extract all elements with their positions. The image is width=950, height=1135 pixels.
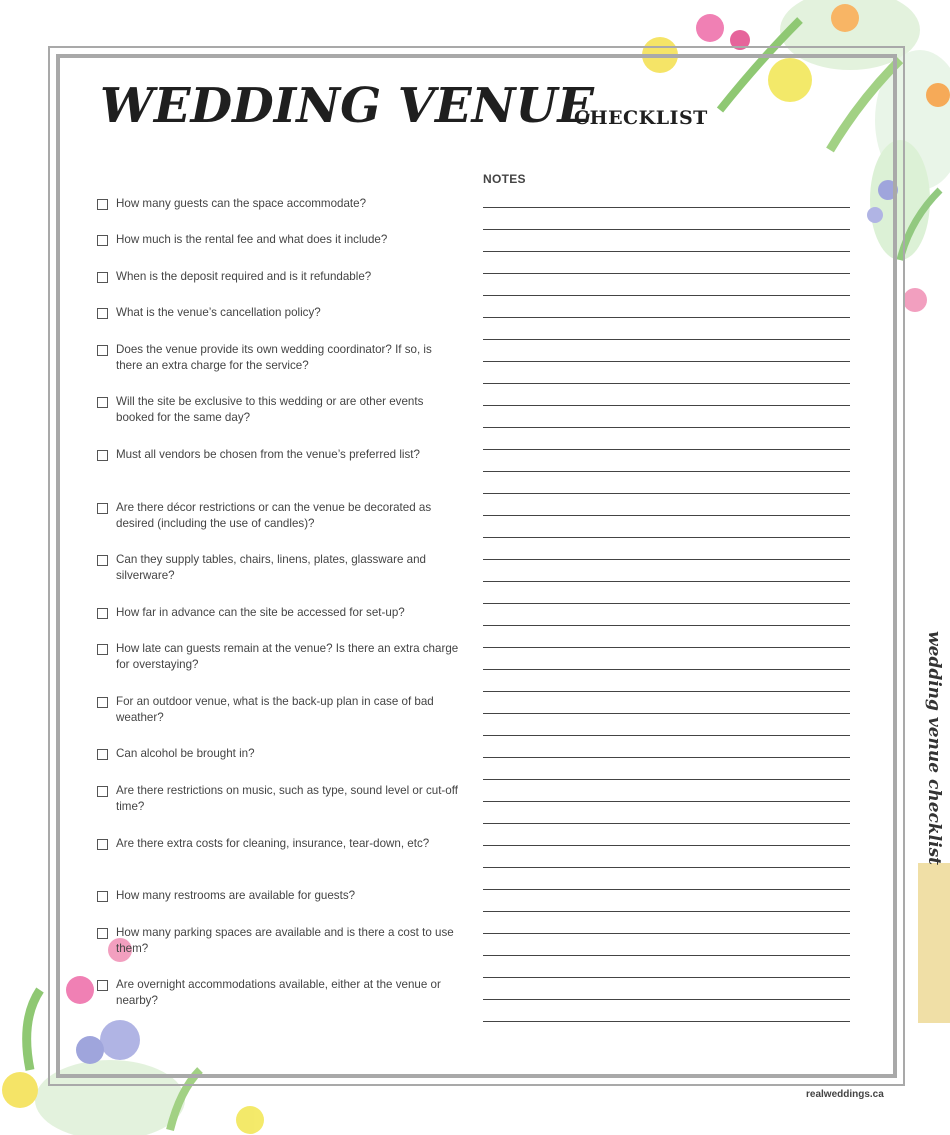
- question-text: Will the site be exclusive to this wedding or are other events booked for the same day?: [116, 395, 424, 424]
- question-text: Are there extra costs for cleaning, insurance, tear-down, etc?: [116, 837, 430, 850]
- question-text: How many guests can the space accommodate?: [116, 197, 367, 210]
- checkbox[interactable]: [97, 608, 108, 619]
- notes-line[interactable]: [483, 845, 850, 846]
- notes-line[interactable]: [483, 581, 850, 582]
- notes-line[interactable]: [483, 889, 850, 890]
- notes-line[interactable]: [483, 999, 850, 1000]
- checkbox[interactable]: [97, 697, 108, 708]
- notes-line[interactable]: [483, 207, 850, 208]
- notes-line[interactable]: [483, 427, 850, 428]
- footer-site[interactable]: realweddings.ca: [806, 1089, 884, 1100]
- checkbox[interactable]: [97, 450, 108, 461]
- checkbox[interactable]: [97, 199, 108, 210]
- notes-line[interactable]: [483, 955, 850, 956]
- question-text: How late can guests remain at the venue? Is there an extra charge for overstaying?: [116, 642, 459, 671]
- notes-line[interactable]: [483, 911, 850, 912]
- question-text: Can they supply tables, chairs, linens, plates, glassware and silverware?: [116, 553, 426, 582]
- notes-line[interactable]: [483, 713, 850, 714]
- page-title: WEDDING VENUE: [100, 78, 594, 134]
- notes-line[interactable]: [483, 295, 850, 296]
- notes-line[interactable]: [483, 801, 850, 802]
- checkbox[interactable]: [97, 345, 108, 356]
- question-text: How much is the rental fee and what does it include?: [116, 233, 388, 246]
- notes-line[interactable]: [483, 757, 850, 758]
- notes-line[interactable]: [483, 977, 850, 978]
- notes-line[interactable]: [483, 317, 850, 318]
- notes-line[interactable]: [483, 273, 850, 274]
- notes-line[interactable]: [483, 229, 850, 230]
- notes-line[interactable]: [483, 1021, 850, 1022]
- notes-line[interactable]: [483, 471, 850, 472]
- question-text: Does the venue provide its own wedding coordinator? If so, is there an extra charge for the service?: [116, 343, 432, 372]
- checkbox[interactable]: [97, 644, 108, 655]
- notes-line[interactable]: [483, 603, 850, 604]
- checkbox[interactable]: [97, 839, 108, 850]
- notes-line[interactable]: [483, 647, 850, 648]
- checkbox[interactable]: [97, 928, 108, 939]
- notes-line[interactable]: [483, 823, 850, 824]
- checkbox[interactable]: [97, 272, 108, 283]
- question-text: For an outdoor venue, what is the back-up plan in case of bad weather?: [116, 695, 434, 724]
- side-tab-label: wedding venue checklist: [924, 631, 944, 865]
- question-text: Are there décor restrictions or can the venue be decorated as desired (including the use of candles)?: [116, 501, 432, 530]
- notes-line[interactable]: [483, 779, 850, 780]
- checkbox[interactable]: [97, 891, 108, 902]
- notes-line[interactable]: [483, 735, 850, 736]
- question-text: Are there restrictions on music, such as type, sound level or cut-off time?: [116, 784, 458, 813]
- notes-line[interactable]: [483, 867, 850, 868]
- question-text: How far in advance can the site be accessed for set-up?: [116, 606, 405, 619]
- question-text: Can alcohol be brought in?: [116, 747, 255, 760]
- checkbox[interactable]: [97, 555, 108, 566]
- notes-line[interactable]: [483, 537, 850, 538]
- notes-line[interactable]: [483, 691, 850, 692]
- checkbox[interactable]: [97, 980, 108, 991]
- notes-line[interactable]: [483, 559, 850, 560]
- notes-line[interactable]: [483, 933, 850, 934]
- checkbox[interactable]: [97, 397, 108, 408]
- question-text: When is the deposit required and is it refundable?: [116, 270, 372, 283]
- question-text: What is the venue’s cancellation policy?: [116, 306, 321, 319]
- checkbox[interactable]: [97, 235, 108, 246]
- question-text: Are overnight accommodations available, either at the venue or nearby?: [116, 978, 441, 1007]
- checkbox[interactable]: [97, 503, 108, 514]
- notes-heading: NOTES: [483, 172, 526, 186]
- notes-line[interactable]: [483, 383, 850, 384]
- checkbox[interactable]: [97, 749, 108, 760]
- checkbox[interactable]: [97, 786, 108, 797]
- notes-line[interactable]: [483, 669, 850, 670]
- notes-line[interactable]: [483, 251, 850, 252]
- question-text: Must all vendors be chosen from the venue’s preferred list?: [116, 448, 420, 461]
- page-subtitle: CHECKLIST: [574, 107, 708, 129]
- question-text: How many parking spaces are available and is there a cost to use them?: [116, 926, 454, 955]
- notes-line[interactable]: [483, 625, 850, 626]
- notes-line[interactable]: [483, 493, 850, 494]
- side-tab: [918, 863, 950, 1023]
- checkbox[interactable]: [97, 308, 108, 319]
- notes-line[interactable]: [483, 361, 850, 362]
- notes-line[interactable]: [483, 405, 850, 406]
- notes-line[interactable]: [483, 449, 850, 450]
- question-text: How many restrooms are available for guests?: [116, 889, 356, 902]
- notes-line[interactable]: [483, 515, 850, 516]
- notes-line[interactable]: [483, 339, 850, 340]
